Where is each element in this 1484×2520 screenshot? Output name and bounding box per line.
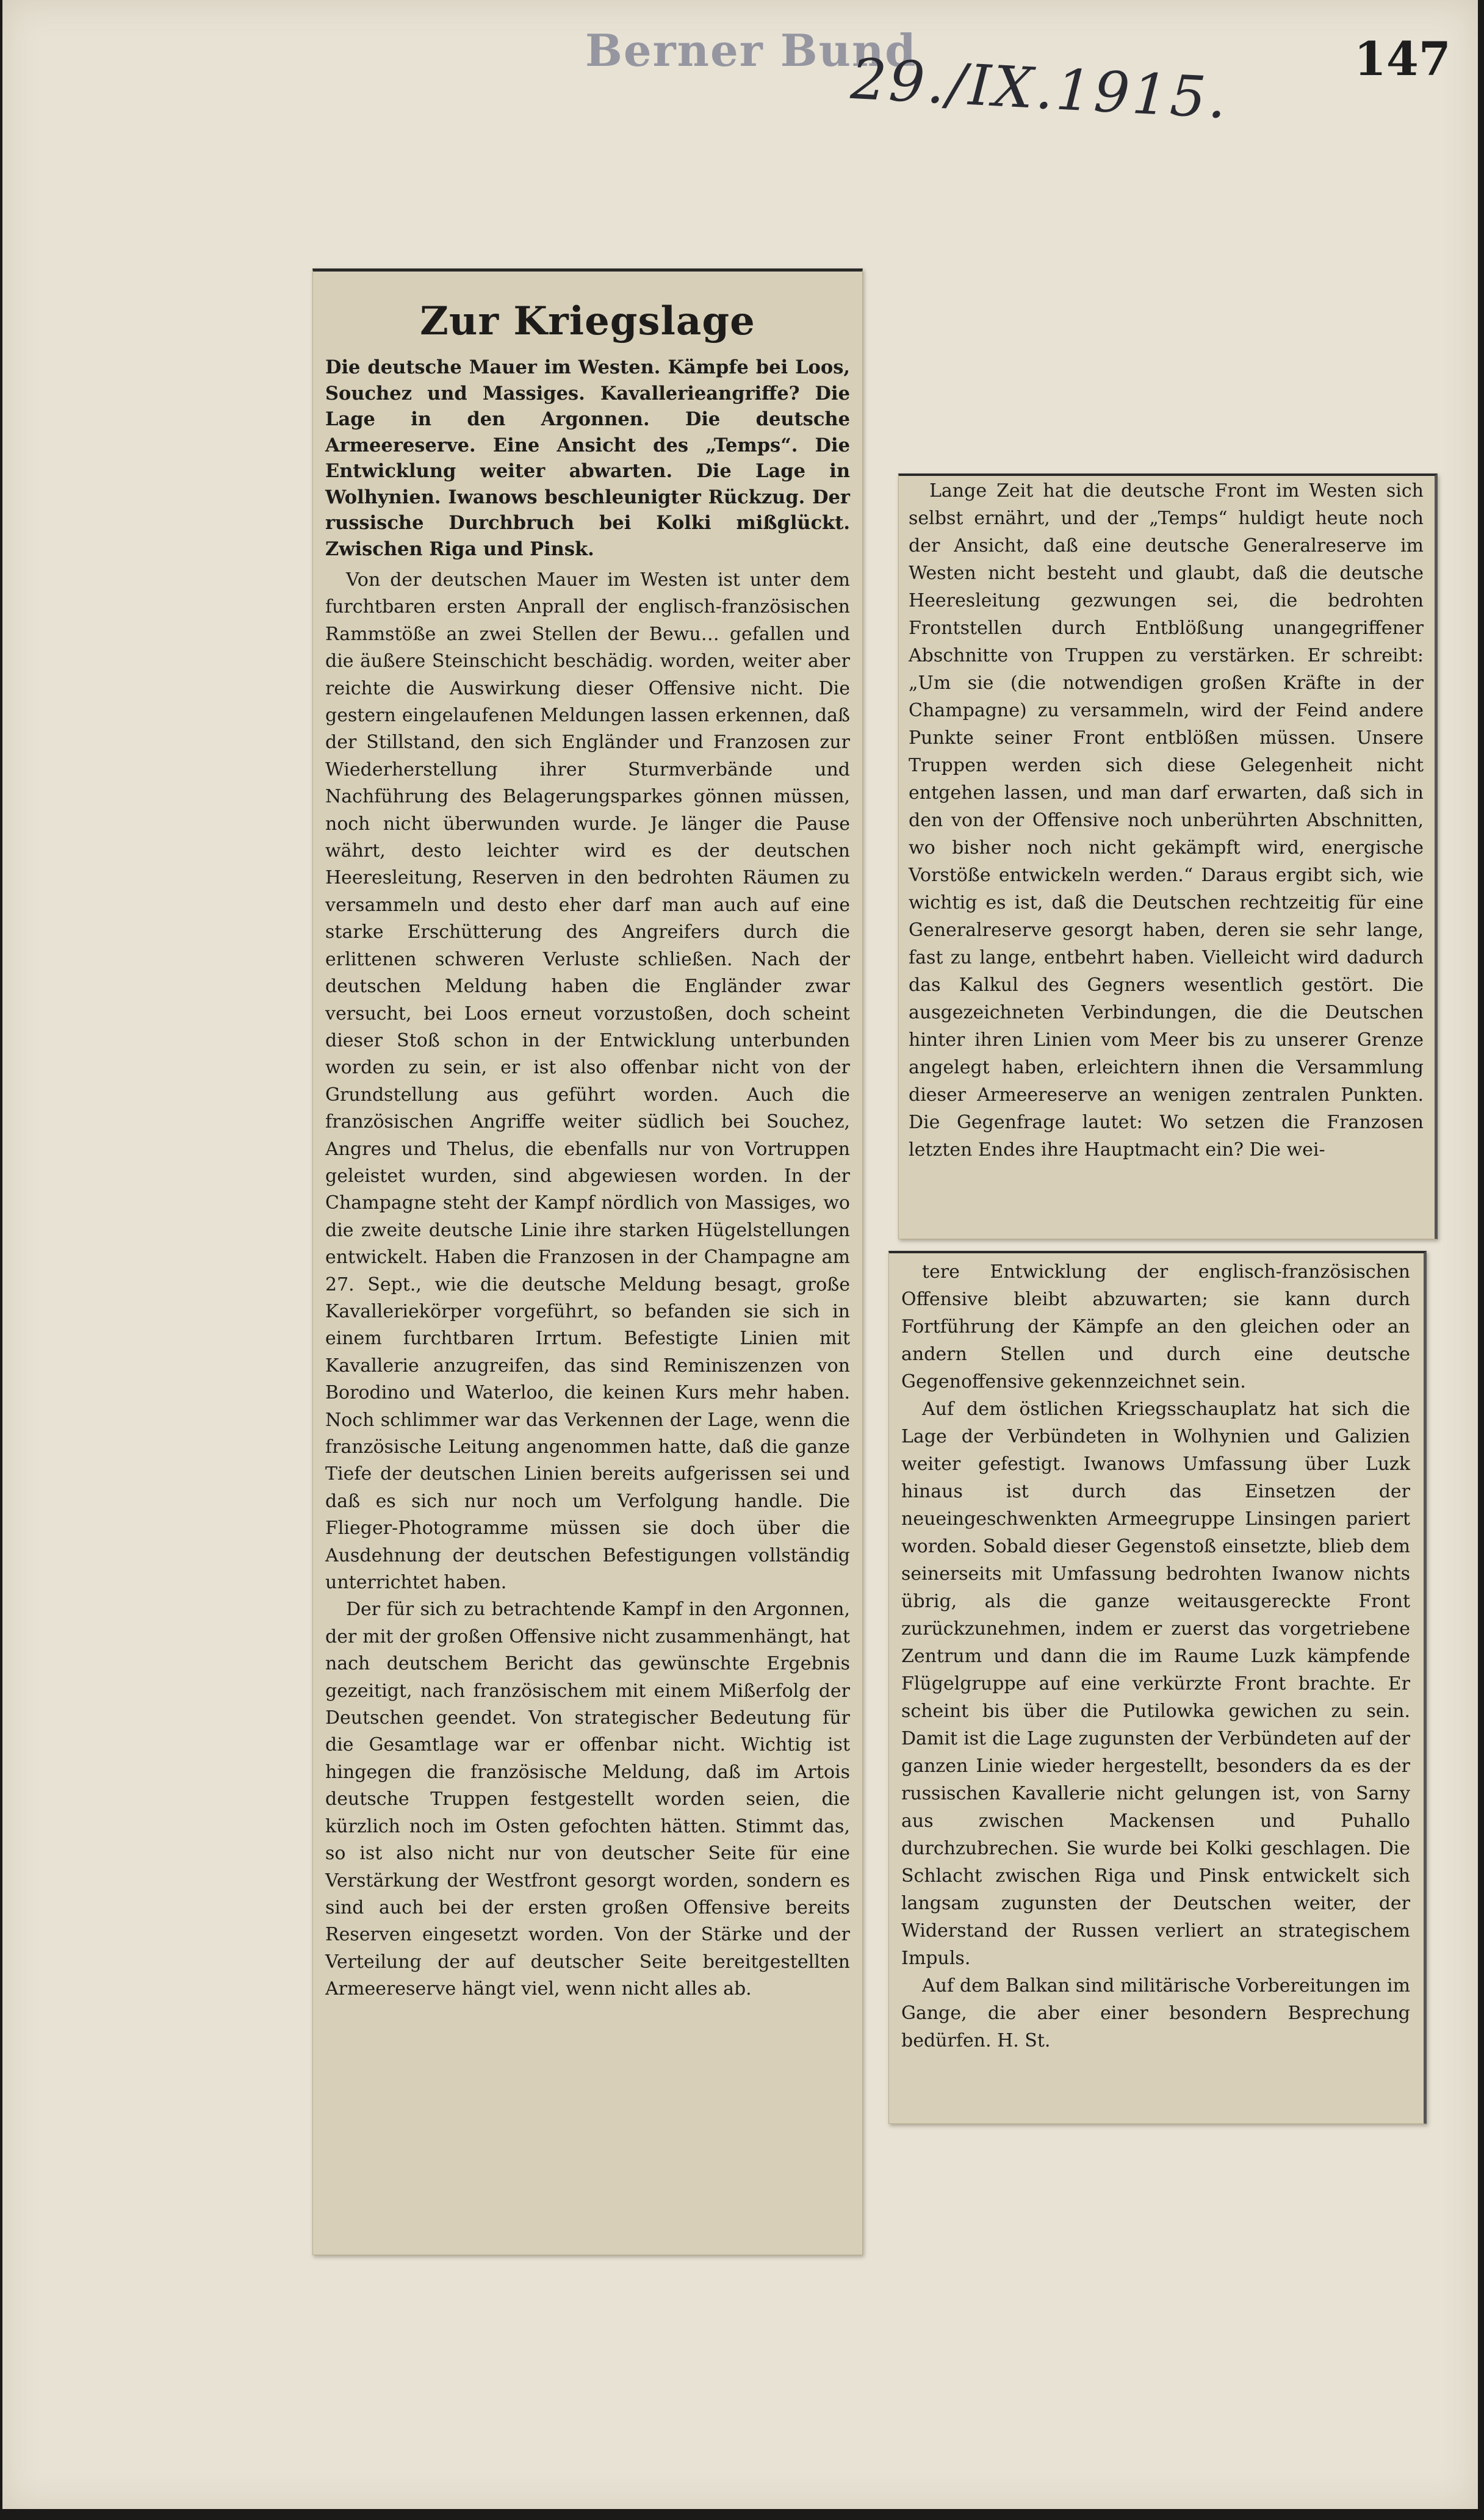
article-summary: Die deutsche Mauer im Westen. Kämpfe bei Loos, Souchez und Massiges. Kavallerieangriffe? Die Lage in den Argonnen. Die deutsche Armeereserve. Eine Ansicht des „Temps“. Die Entwicklung weiter abwarten. Die Lage in Wolhynien. Iwanows beschleunigter Rückzug. Der russische Durchbruch bei Kolki mißglückt. Zwischen Riga und Pinsk. (325, 356, 850, 560)
archive-sheet (2, 0, 1478, 2509)
paragraph: Lange Zeit hat die deutsche Front im Westen sich selbst ernährt, und der „Temps“ huldigt heute noch der Ansicht, daß eine deutsche Generalreserve im Westen nicht besteht und glaubt, daß die deutsche Heeresleitung gezwungen sei, die bedrohten Frontstellen durch Entblößung unangegriffener Abschnitte von Truppen zu verstärken. Er schreibt: „Um sie (die notwendigen großen Kräfte in der Champagne) zu versammeln, wird der Feind andere Punkte seiner Front entblößen müssen. Unsere Truppen werden sich diese Gelegenheit nicht entgehen lassen, und man darf erwarten, daß sich in den von der Offensive noch unberührten Abschnitten, wo bisher noch nicht gekämpft wird, energische Vorstöße entwickeln werden.“ Daraus ergibt sich, wie wichtig es ist, daß die Deutschen rechtzeitig für eine Generalreserve gesorgt haben, deren sie sehr lange, fast zu lange, entbehrt haben. Vielleicht wird dadurch das Kalkul des Gegners wesentlich gestört. Die ausgezeichneten Verbindungen, die die Deutschen hinter ihren Linien vom Meer bis zu unserer Grenze angelegt haben, erleichtern ihnen die Versammlung dieser Armeereserve an wenigen zentralen Punkten. Die Gegenfrage lautet: Wo setzen die Franzosen letzten Endes ihre Hauptmacht ein? Die wei- (909, 480, 1424, 1161)
paragraph: tere Entwicklung der englisch-französischen Offensive bleibt abzuwarten; sie kann durch Fortführung der Kämpfe an den gleichen oder an andern Stellen und durch eine deutsche Gegenoffensive gekennzeichnet sein. (901, 1261, 1410, 1392)
article-body-column-1 (325, 567, 850, 2003)
clipping-main-column (312, 268, 863, 2255)
paragraph: Auf dem östlichen Kriegsschauplatz hat sich die Lage der Verbündeten in Wolhynien und Galizien weiter gefestigt. Iwanows Umfassung über Luzk hinaus ist durch das Einsetzen der neueingeschwenkten Armeegruppe Linsingen pariert worden. Sobald dieser Gegenstoß einsetzte, blieb dem seinerseits mit Umfassung bedrohten Iwanow nichts übrig, als die ganze weitausgereckte Front zurückzunehmen, indem er zuerst das vorgetriebene Zentrum und dann die im Raume Luzk kämpfende Flügelgruppe auf eine verkürzte Front brachte. Er scheint bis über die Putilowka gewichen zu sein. Damit ist die Lage zugunsten der Verbündeten auf der ganzen Linie wieder hergestellt, besonders da es der russischen Kavallerie nicht gelungen ist, von Sarny aus zwischen Mackensen und Puhallo durchzubrechen. Sie wurde bei Kolki geschlagen. Die Schlacht zwischen Riga und Pinsk entwickelt sich langsam zugunsten der Deutschen weiter, der Widerstand der Russen verliert an strategischem Impuls. (901, 1399, 1410, 1969)
handwritten-date: 29./IX.1915. (849, 46, 1231, 132)
paragraph: Der für sich zu betrachtende Kampf in den Argonnen, der mit der großen Offensive nicht zusammenhängt, hat nach deutschem Bericht das gewünschte Ergebnis gezeitigt, nach französischem mit einem Mißerfolg der Deutschen geendet. Von strategischer Bedeutung für die Gesamtlage war er offenbar nicht. Wichtig ist hingegen die französische Meldung, daß im Artois deutsche Truppen festgestellt worden seien, die kürzlich noch im Osten gefochten hätten. Stimmt das, so ist also nicht nur von deutscher Seite für eine Verstärkung der Westfront gesorgt worden, sondern es sind auch bei der ersten großen Offensive bereits Reserven eingesetzt worden. Von der Stärke und der Verteilung der auf deutscher Seite bereitgestellten Armeereserve hängt viel, wenn nicht alles ab. (325, 1599, 850, 2000)
page-number: 147 (1354, 32, 1451, 86)
clipping-second-column (898, 473, 1438, 1239)
article-headline: Zur Kriegslage (420, 298, 755, 344)
paragraph: Auf dem Balkan sind militärische Vorbereitungen im Gange, die aber einer besondern Besprechung bedürfen. H. St. (901, 1975, 1410, 2051)
clipping-third-column (888, 1251, 1427, 2124)
archive-stamp: Berner Bund (585, 24, 917, 76)
paragraph: Von der deutschen Mauer im Westen ist unter dem furchtbaren ersten Anprall der englisch-französischen Rammstöße an zwei Stellen der Bewu… gefallen und die äußere Steinschicht beschädig. worden, weiter aber reichte die Auswirkung dieser Offensive nicht. Die gestern eingelaufenen Meldungen lassen erkennen, daß der Stillstand, den sich Engländer und Franzosen zur Wiederherstellung ihrer Sturmverbände und Nachführung des Belagerungsparkes gönnen müssen, noch nicht überwunden wurde. Je länger die Pause währt, desto leichter wird es der deutschen Heeresleitung, Reserven in den bedrohten Räumen zu versammeln und desto eher darf man auch auf eine starke Erschütterung des Angreifers durch die erlittenen schweren Verluste schließen. Nach der deutschen Meldung haben die Engländer zwar versucht, bei Loos erneut vorzustoßen, doch scheint dieser Stoß schon in der Entwicklung unterbunden worden zu sein, er ist also offenbar nicht von der Grundstellung aus geführt worden. Auch die französischen Angriffe weiter südlich bei Souchez, Angres und Thelus, die ebenfalls nur von Vortruppen geleistet wurden, sind abgewiesen worden. In der Champagne steht der Kampf nördlich von Massiges, wo die zweite deutsche Linie ihre starken Hügelstellungen entwickelt. Haben die Franzosen in der Champagne am 27. Sept., wie die deutsche Meldung besagt, große Kavalleriekörper vorgeführt, so befanden sie sich in einem furchtbaren Irrtum. Befestigte Linien mit Kavallerie anzugreifen, das sind Reminiszenzen von Borodino und Waterloo, die keinen Kurs mehr haben. Noch schlimmer war das Verkennen der Lage, wenn die französische Leitung angenommen hatte, daß die ganze Tiefe der deutschen Linien bereits aufgerissen sei und daß es sich nur noch um Verfolgung handle. Die Flieger-Photogramme müssen sie doch über die Ausdehnung der deutschen Befestigungen vollständig unterrichtet haben. (325, 569, 850, 1594)
